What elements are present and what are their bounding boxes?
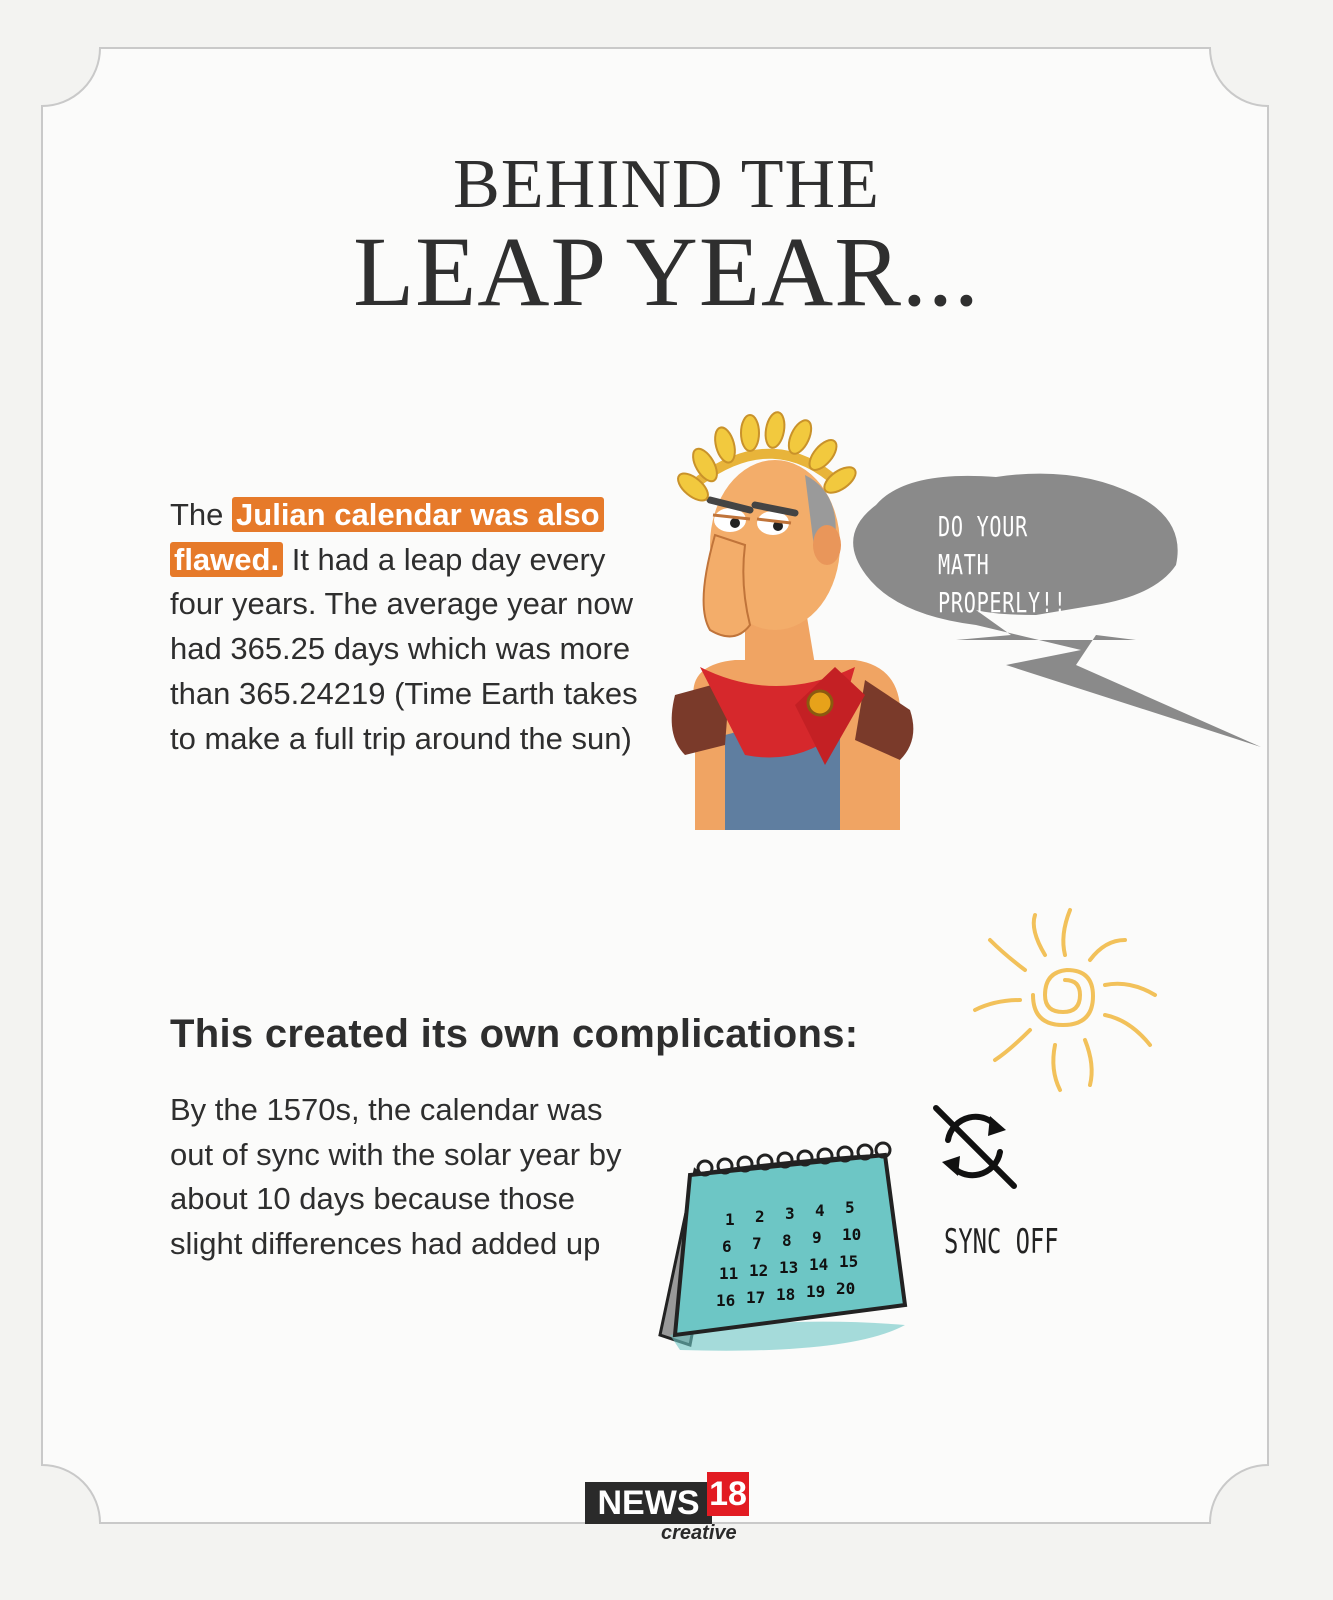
calendar-number: 12: [749, 1261, 769, 1280]
sun-icon: [965, 900, 1165, 1100]
sync-off-label: SYNC OFF: [944, 1222, 1059, 1262]
calendar-number: 1: [725, 1210, 735, 1229]
highlight-text: Julian calendar was also flawed.: [170, 497, 604, 577]
logo-news-text: NEWS: [585, 1482, 712, 1524]
calendar-number: 20: [836, 1279, 856, 1298]
calendar-number: 18: [776, 1285, 796, 1304]
julian-paragraph: [170, 493, 640, 761]
calendar-number: 17: [746, 1288, 766, 1307]
calendar-number: 7: [752, 1234, 762, 1253]
title-line-2: LEAP YEAR...: [353, 216, 980, 327]
speech-bubble-text: [938, 508, 1075, 622]
sync-paragraph: By the 1570s, the calendar was out of sync with the solar year by about 10 days because those slight differences had added up: [170, 1092, 622, 1262]
intro-text: The: [170, 497, 233, 532]
speech-line-2: PROPERLY!!: [938, 586, 1067, 619]
title-line-1: BEHIND THE: [453, 146, 880, 223]
calendar-number: 19: [806, 1282, 826, 1301]
calendar-illustration: [650, 1130, 920, 1360]
body-text: It had a leap day every four years. The average year now had 365.25 days which was more than 365.24219 (Time Earth takes to make a full trip around the sun): [170, 541, 638, 756]
sync-off-icon: [928, 1100, 1020, 1192]
calendar-number: 9: [812, 1228, 822, 1247]
calendar-number: 8: [782, 1231, 792, 1250]
speech-line-1: DO YOUR MATH: [938, 510, 1029, 581]
logo-creative-text: creative: [661, 1522, 737, 1544]
calendar-number: 5: [845, 1198, 855, 1217]
complications-heading: This created its own complications:: [170, 1012, 859, 1056]
calendar-number: 16: [716, 1291, 736, 1310]
calendar-number: 13: [779, 1258, 799, 1277]
calendar-number: 6: [722, 1237, 732, 1256]
calendar-number: 4: [815, 1201, 825, 1220]
calendar-number: 3: [785, 1204, 795, 1223]
calendar-number: 14: [809, 1255, 829, 1274]
calendar-number: 10: [842, 1225, 862, 1244]
calendar-number: 11: [719, 1264, 739, 1283]
calendar-number: 15: [839, 1252, 859, 1271]
logo-18-badge: 18: [707, 1472, 749, 1516]
calendar-number: 2: [755, 1207, 765, 1226]
